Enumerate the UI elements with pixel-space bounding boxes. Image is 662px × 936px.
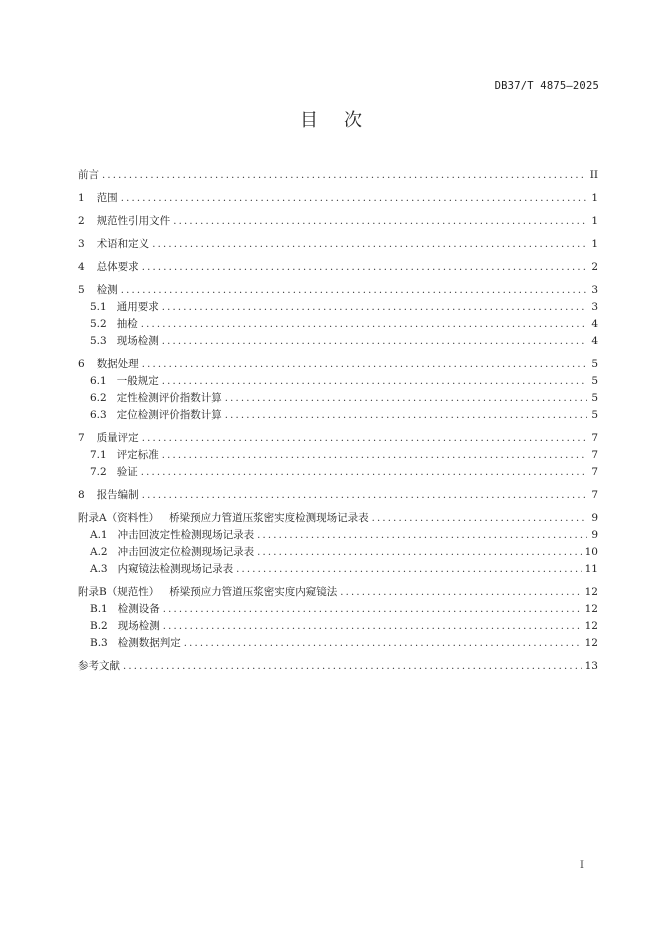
- toc-leader-dots: [121, 190, 587, 207]
- toc-entry-page: 12: [584, 620, 598, 632]
- toc-leader-dots: [184, 635, 582, 652]
- toc-entry-number: 8: [78, 489, 85, 501]
- toc-entry-page: 12: [584, 603, 598, 615]
- toc-leader-dots: [141, 316, 587, 333]
- toc-entry-label: 范围: [96, 192, 118, 204]
- toc-leader-dots: [152, 236, 587, 253]
- toc-entry-number: 5.2: [90, 318, 107, 330]
- toc-entry-label: 一般规定: [116, 375, 159, 387]
- toc-entry[interactable]: [78, 601, 598, 618]
- toc-entry-page: 7: [591, 449, 598, 461]
- toc-entry-page: 2: [591, 261, 598, 273]
- toc-entry-label: 术语和定义: [96, 238, 150, 250]
- toc-leader-dots: [102, 167, 587, 184]
- toc-entry[interactable]: [78, 356, 598, 373]
- toc-leader-dots: [142, 259, 587, 276]
- toc-entry-label: 检测数据判定: [117, 637, 181, 649]
- toc-entry-page: 5: [591, 392, 598, 404]
- toc-entry[interactable]: [78, 390, 598, 407]
- toc-entry-page: 1: [591, 238, 598, 250]
- toc-entry-label: 评定标准: [116, 449, 159, 461]
- toc-entry-number: 6: [78, 358, 85, 370]
- toc-entry[interactable]: [78, 584, 598, 601]
- toc-entry[interactable]: [78, 430, 598, 447]
- toc-entry-label: 数据处理: [96, 358, 139, 370]
- toc-entry-page: 4: [591, 318, 598, 330]
- toc-entry-label: 验证: [116, 466, 138, 478]
- toc-entry[interactable]: [78, 236, 598, 253]
- toc-entry-label: 现场检测: [117, 620, 160, 632]
- page-number: I: [580, 860, 584, 871]
- toc-entry[interactable]: [78, 407, 598, 424]
- toc-entry[interactable]: [78, 333, 598, 350]
- toc-entry[interactable]: [78, 510, 598, 527]
- toc-entry-label: 冲击回波定性检测现场记录表: [117, 529, 255, 541]
- toc-entry-number: 7.2: [90, 466, 107, 478]
- toc-entry-page: 10: [584, 546, 598, 558]
- toc-entry-page: 13: [584, 660, 598, 672]
- toc-entry-page: 7: [591, 489, 598, 501]
- toc-entry-number: A.2: [90, 546, 108, 558]
- toc-entry[interactable]: [78, 299, 598, 316]
- toc-entry-label: 冲击回波定位检测现场记录表: [117, 546, 255, 558]
- toc-entry-number: 1: [78, 192, 85, 204]
- toc-entry-number: B.1: [90, 603, 108, 615]
- toc-entry[interactable]: [78, 167, 598, 184]
- toc-entry-page: II: [589, 169, 598, 181]
- toc-leader-dots: [142, 487, 587, 504]
- toc-leader-dots: [142, 356, 587, 373]
- document-code: DB37/T 4875—2025: [494, 80, 599, 92]
- toc-entry-page: 12: [584, 586, 598, 598]
- toc-entry-page: 5: [591, 409, 598, 421]
- toc-leader-dots: [162, 299, 587, 316]
- toc-entry-number: A.1: [90, 529, 108, 541]
- toc-leader-dots: [225, 407, 587, 424]
- toc-entry-label: 现场检测: [116, 335, 159, 347]
- toc-entry-number: 附录A（资料性）: [78, 512, 160, 524]
- toc-entry-number: 6.2: [90, 392, 107, 404]
- toc-entry[interactable]: [78, 527, 598, 544]
- toc-entry-label: 桥梁预应力管道压浆密实度内窥镜法: [169, 586, 338, 598]
- toc-entry[interactable]: [78, 544, 598, 561]
- toc-leader-dots: [163, 618, 582, 635]
- toc-entry-label: 检测: [96, 284, 118, 296]
- toc-entry-page: 3: [591, 284, 598, 296]
- table-of-contents: [78, 167, 598, 675]
- toc-entry-page: 1: [591, 215, 598, 227]
- toc-entry-page: 3: [591, 301, 598, 313]
- toc-entry-label: 抽检: [116, 318, 138, 330]
- toc-entry-number: A.3: [90, 563, 108, 575]
- toc-entry[interactable]: [78, 282, 598, 299]
- toc-leader-dots: [162, 447, 587, 464]
- toc-leader-dots: [257, 544, 582, 561]
- toc-leader-dots: [225, 390, 587, 407]
- toc-entry-number: 5.3: [90, 335, 107, 347]
- toc-entry[interactable]: [78, 561, 598, 578]
- toc-entry-page: 12: [584, 637, 598, 649]
- toc-entry-label: 定位检测评价指数计算: [116, 409, 222, 421]
- toc-entry[interactable]: [78, 464, 598, 481]
- toc-entry-page: 5: [591, 358, 598, 370]
- toc-entry[interactable]: [78, 316, 598, 333]
- toc-entry-label: 参考文献: [78, 660, 120, 672]
- toc-entry[interactable]: [78, 635, 598, 652]
- toc-entry-label: 前言: [78, 169, 99, 181]
- toc-leader-dots: [142, 430, 587, 447]
- toc-entry-number: 5: [78, 284, 85, 296]
- toc-entry-page: 1: [591, 192, 598, 204]
- toc-entry-number: 3: [78, 238, 85, 250]
- toc-entry-page: 7: [591, 432, 598, 444]
- toc-entry[interactable]: [78, 213, 598, 230]
- toc-entry-label: 内窥镜法检测现场记录表: [117, 563, 234, 575]
- toc-entry[interactable]: [78, 259, 598, 276]
- toc-leader-dots: [163, 601, 582, 618]
- toc-leader-dots: [236, 561, 582, 578]
- toc-leader-dots: [340, 584, 581, 601]
- toc-leader-dots: [372, 510, 587, 527]
- toc-entry[interactable]: [78, 487, 598, 504]
- toc-entry-number: 6.1: [90, 375, 107, 387]
- toc-entry-page: 11: [584, 563, 598, 575]
- toc-entry-number: 7: [78, 432, 85, 444]
- toc-leader-dots: [257, 527, 587, 544]
- toc-leader-dots: [162, 373, 587, 390]
- toc-leader-dots: [123, 658, 582, 675]
- toc-entry-label: 总体要求: [96, 261, 139, 273]
- toc-entry[interactable]: [78, 618, 598, 635]
- toc-entry-label: 定性检测评价指数计算: [116, 392, 222, 404]
- toc-entry[interactable]: [78, 373, 598, 390]
- toc-leader-dots: [121, 282, 587, 299]
- toc-leader-dots: [141, 464, 587, 481]
- toc-entry-number: 4: [78, 261, 85, 273]
- toc-entry-number: B.2: [90, 620, 108, 632]
- toc-entry-page: 9: [591, 529, 598, 541]
- toc-entry-label: 检测设备: [117, 603, 160, 615]
- toc-entry-label: 规范性引用文件: [96, 215, 171, 227]
- toc-entry-label: 质量评定: [96, 432, 139, 444]
- toc-entry[interactable]: [78, 658, 598, 675]
- toc-entry[interactable]: [78, 190, 598, 207]
- toc-leader-dots: [162, 333, 587, 350]
- toc-entry-label: 通用要求: [116, 301, 159, 313]
- toc-entry-label: 桥梁预应力管道压浆密实度检测现场记录表: [169, 512, 369, 524]
- toc-leader-dots: [173, 213, 587, 230]
- toc-entry-number: B.3: [90, 637, 108, 649]
- toc-entry-number: 2: [78, 215, 85, 227]
- page-title: 目次: [300, 110, 388, 131]
- toc-entry-number: 7.1: [90, 449, 107, 461]
- toc-entry-page: 7: [591, 466, 598, 478]
- toc-entry-number: 附录B（规范性）: [78, 586, 160, 598]
- toc-entry-page: 4: [591, 335, 598, 347]
- toc-entry[interactable]: [78, 447, 598, 464]
- toc-entry-number: 5.1: [90, 301, 107, 313]
- toc-entry-page: 9: [591, 512, 598, 524]
- toc-entry-number: 6.3: [90, 409, 107, 421]
- toc-entry-label: 报告编制: [96, 489, 139, 501]
- toc-entry-page: 5: [591, 375, 598, 387]
